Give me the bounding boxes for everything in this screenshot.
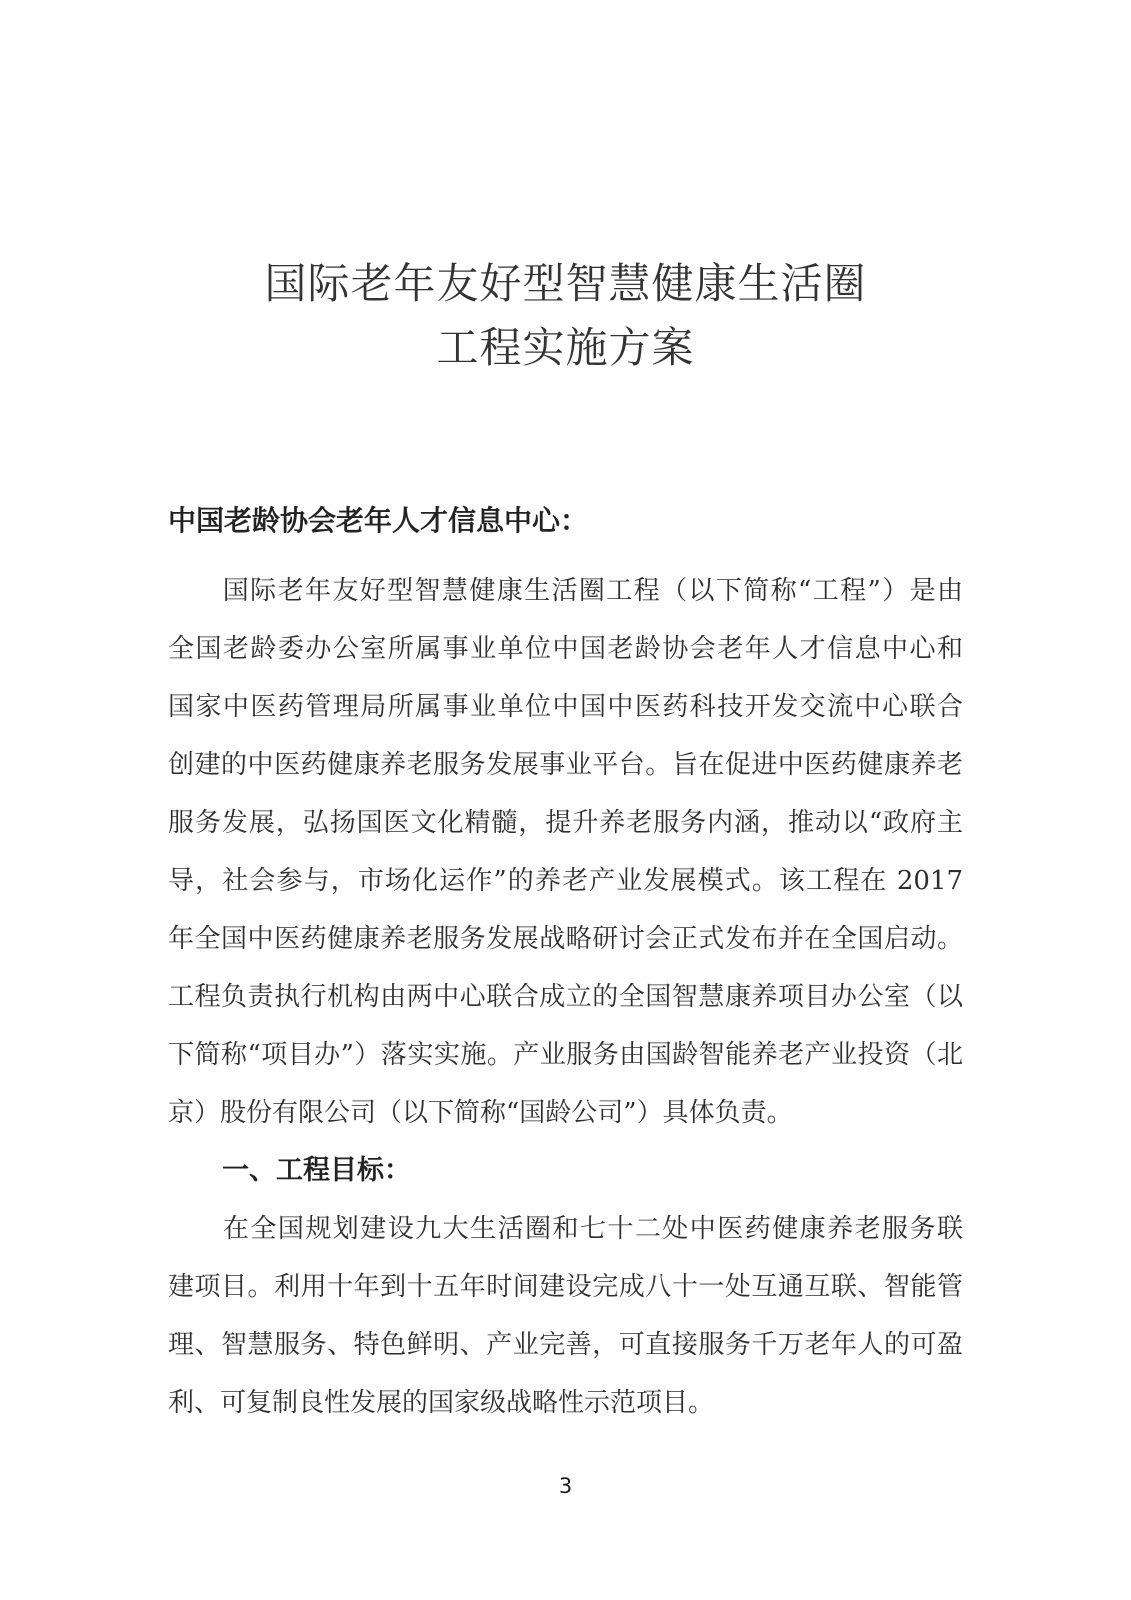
text-line: 国家中医药管理局所属事业单位中国中医药科技开发交流中心联合 xyxy=(168,692,963,722)
text-line: 创建的中医药健康养老服务发展事业平台。旨在促进中医药健康养老 xyxy=(168,750,963,780)
document-title-line-2: 工程实施方案 xyxy=(436,323,695,372)
text-line: 年全国中医药健康养老服务发展战略研讨会正式发布并在全国启动。 xyxy=(168,924,963,954)
text-line: 导，社会参与，市场化运作”的养老产业发展模式。该工程在 2017 xyxy=(168,866,963,896)
salutation-line: 中国老龄协会老年人才信息中心： xyxy=(168,504,589,537)
text-line: 利、可复制良性发展的国家级战略性示范项目。 xyxy=(168,1388,715,1418)
text-line: 服务发展，弘扬国医文化精髓，提升养老服务内涵，推动以“政府主 xyxy=(168,808,963,838)
paragraph-2 xyxy=(168,1200,963,1432)
text-line: 理、智慧服务、特色鲜明、产业完善，可直接服务千万老年人的可盈 xyxy=(168,1330,963,1360)
document-title-line-1: 国际老年友好型智慧健康生活圈 xyxy=(264,259,867,308)
page-number: 3 xyxy=(558,1474,573,1498)
text-line: 国际老年友好型智慧健康生活圈工程（以下简称“工程”）是由 xyxy=(168,576,963,606)
text-line: 在全国规划建设九大生活圈和七十二处中医药健康养老服务联 xyxy=(168,1214,963,1244)
text-line: 建项目。利用十年到十五年时间建设完成八十一处互通互联、智能管 xyxy=(168,1272,963,1302)
text-line: 京）股份有限公司（以下简称“国龄公司”）具体负责。 xyxy=(168,1098,793,1128)
text-line: 全国老龄委办公室所属事业单位中国老龄协会老年人才信息中心和 xyxy=(168,634,963,664)
text-line: 工程负责执行机构由两中心联合成立的全国智慧康养项目办公室（以 xyxy=(168,982,963,1012)
text-line: 下简称“项目办”）落实实施。产业服务由国龄智能养老产业投资（北 xyxy=(168,1040,963,1070)
document-body xyxy=(168,492,963,1432)
section-heading-goals: 一、工程目标： xyxy=(222,1155,411,1186)
document-title xyxy=(0,252,1131,380)
paragraph-1 xyxy=(168,562,963,1142)
